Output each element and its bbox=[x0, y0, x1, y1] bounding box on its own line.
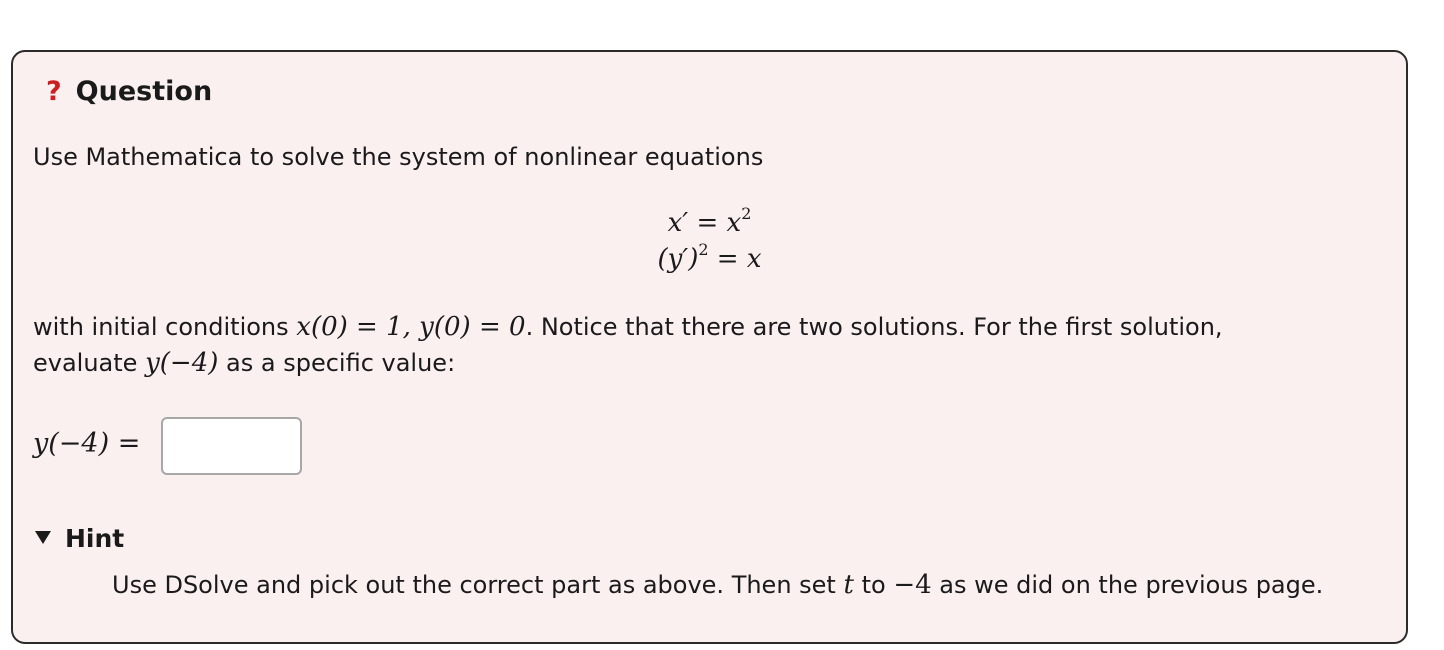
hint-toggle[interactable] bbox=[35, 522, 124, 556]
initial-conditions-math: x(0) = 1, y(0) = 0 bbox=[296, 312, 526, 342]
answer-label: y(−4) = bbox=[33, 428, 141, 459]
evaluate-math: y(−4) bbox=[145, 348, 219, 378]
question-mark-icon: ? bbox=[46, 76, 62, 107]
equation-2: $(y')^2 = x$ bbox=[657, 240, 762, 274]
answer-input[interactable] bbox=[161, 417, 302, 475]
hint-value: −4 bbox=[893, 570, 932, 600]
hint-variable: t bbox=[843, 570, 854, 600]
triangle-down-icon bbox=[35, 531, 51, 544]
evaluate-line: evaluate y(−4) as a specific value: bbox=[33, 348, 456, 378]
question-card bbox=[11, 50, 1408, 644]
hint-text: Use DSolve and pick out the correct part as above. Then set t to −4 as we did on the previous page. bbox=[112, 570, 1324, 600]
hint-toggle-label: Hint bbox=[65, 524, 125, 553]
question-header bbox=[46, 74, 212, 110]
question-intro: Use Mathematica to solve the system of nonlinear equations bbox=[33, 143, 764, 171]
equation-1: $x' = x^2$ bbox=[667, 204, 752, 238]
initial-conditions-line: with initial conditions x(0) = 1, y(0) = 0. Notice that there are two solutions. For the first solution, bbox=[33, 312, 1223, 342]
question-title: Question bbox=[75, 76, 213, 107]
equation-system bbox=[13, 200, 1406, 282]
